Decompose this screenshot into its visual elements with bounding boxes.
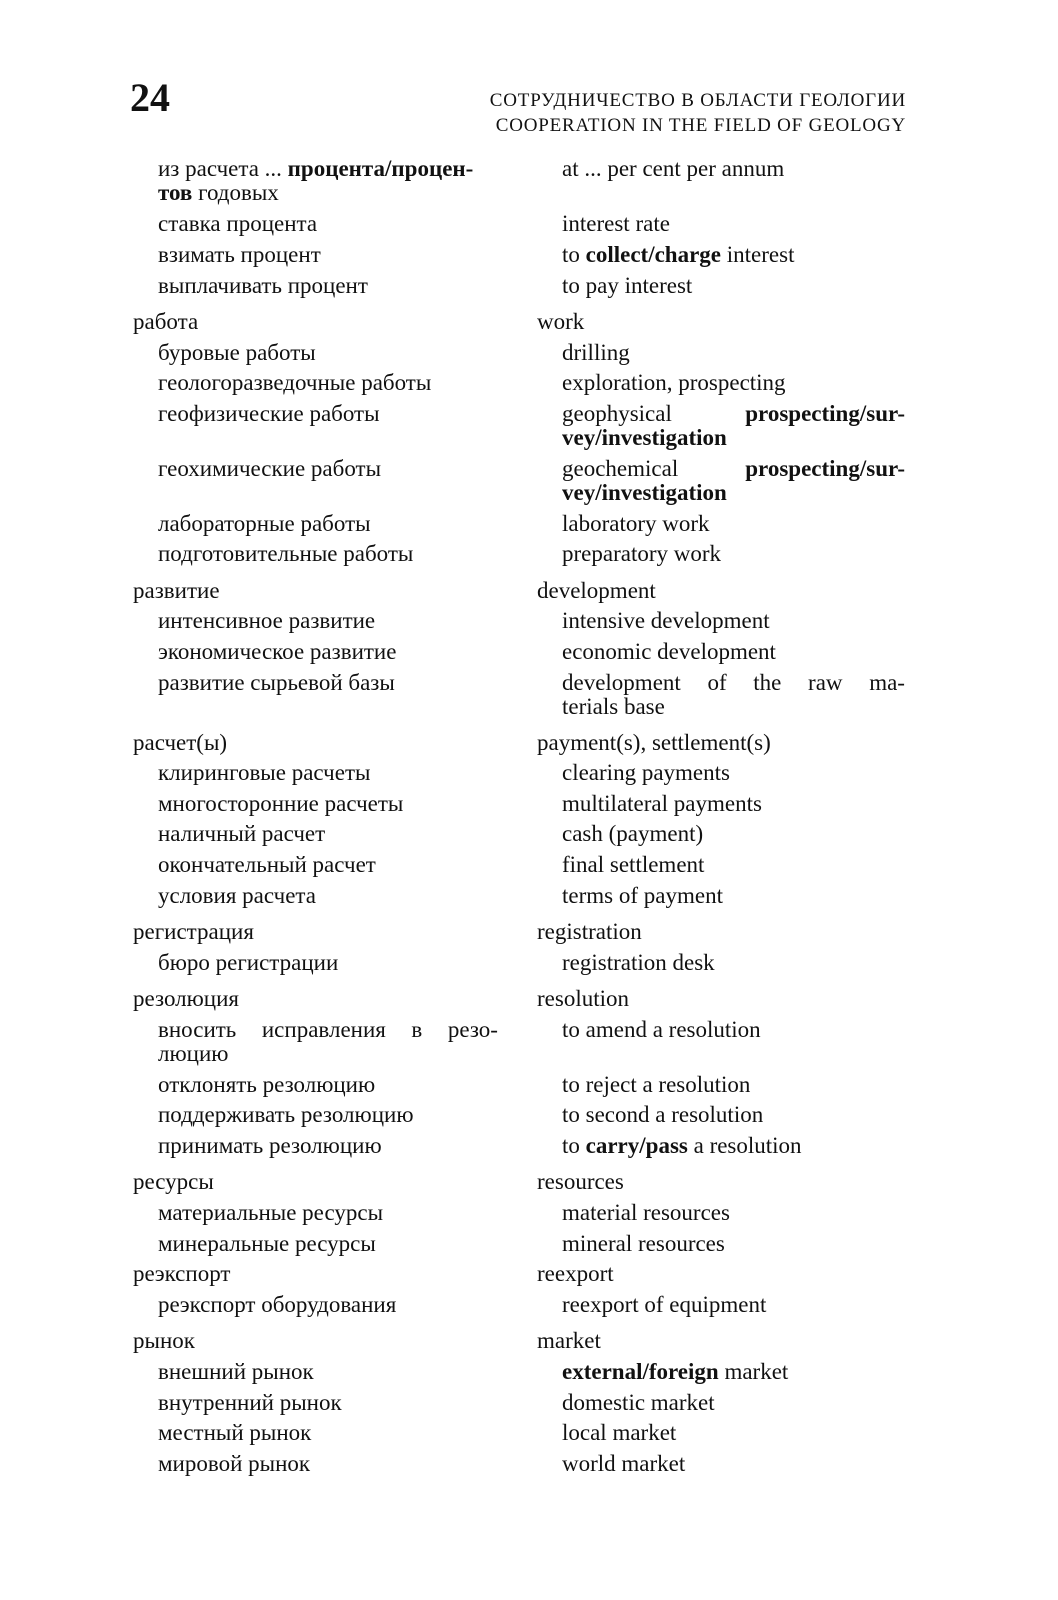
term-ru: материальные ресурсы <box>158 1200 384 1225</box>
term-ru: внутренний рынок <box>158 1390 342 1415</box>
term-ru: геофизические работы <box>158 401 380 426</box>
term-ru: бюро регистрации <box>158 950 339 975</box>
term-ru: наличный расчет <box>158 821 326 846</box>
term-en: to carry/pass a resolution <box>562 1133 802 1158</box>
term-ru: выплачивать процент <box>158 273 368 298</box>
term-en: intensive development <box>562 608 770 633</box>
term-en: laboratory work <box>562 511 710 536</box>
term-ru: многосторонние расчеты <box>158 791 404 816</box>
headword-en: development <box>537 578 656 603</box>
running-head-en: COOPERATION IN THE FIELD OF GEOLOGY <box>495 115 906 136</box>
term-en: clearing payments <box>562 760 730 785</box>
term-en: to collect/charge interest <box>562 242 795 267</box>
term-en: economic development <box>562 639 776 664</box>
headword-ru: резолюция <box>133 986 239 1011</box>
term-en: preparatory work <box>562 541 722 566</box>
headword-en: reexport <box>537 1261 614 1286</box>
term-en: registration desk <box>562 950 715 975</box>
term-en: geophysical prospecting/sur- vey/investigation <box>562 401 905 450</box>
term-ru: принимать резолюцию <box>158 1133 382 1158</box>
headword-ru: развитие <box>133 578 220 603</box>
term-en: at ... per cent per annum <box>562 156 785 181</box>
term-ru: мировой рынок <box>158 1451 311 1476</box>
term-en: multilateral payments <box>562 791 762 816</box>
term-ru: интенсивное развитие <box>158 608 376 633</box>
term-ru: геологоразведочные работы <box>158 370 432 395</box>
term-ru: клиринговые расчеты <box>158 760 371 785</box>
headword-en: resolution <box>537 986 629 1011</box>
headword-ru: реэкспорт <box>133 1261 231 1286</box>
term-ru: внешний рынок <box>158 1359 314 1384</box>
term-ru: развитие сырьевой базы <box>158 670 395 695</box>
term-ru: буровые работы <box>158 340 316 365</box>
term-en: final settlement <box>562 852 705 877</box>
term-ru: реэкспорт оборудования <box>158 1292 397 1317</box>
term-ru: вносить исправления в резо- люцию <box>158 1017 498 1066</box>
term-ru: местный рынок <box>158 1420 312 1445</box>
term-en: drilling <box>562 340 630 365</box>
term-ru: экономическое развитие <box>158 639 397 664</box>
term-ru: окончательный расчет <box>158 852 376 877</box>
term-ru: лабораторные работы <box>158 511 371 536</box>
term-ru: ставка процента <box>158 211 318 236</box>
term-en: interest rate <box>562 211 670 236</box>
headword-en: registration <box>537 919 642 944</box>
headword-ru: рынок <box>133 1328 195 1353</box>
term-ru: поддерживать резолюцию <box>158 1102 414 1127</box>
term-ru: отклонять резолюцию <box>158 1072 376 1097</box>
term-ru: геохимические работы <box>158 456 382 481</box>
term-ru: из расчета ... процента/процен- тов годовых <box>158 156 474 205</box>
headword-ru: ресурсы <box>133 1169 214 1194</box>
term-ru: взимать процент <box>158 242 321 267</box>
headword-ru: работа <box>133 309 199 334</box>
page-number: 24 <box>130 75 170 120</box>
running-head-ru: СОТРУДНИЧЕСТВО В ОБЛАСТИ ГЕОЛОГИИ <box>489 90 906 111</box>
term-en: material resources <box>562 1200 730 1225</box>
term-ru: минеральные ресурсы <box>158 1231 376 1256</box>
term-en: world market <box>562 1451 686 1476</box>
headword-en: payment(s), settlement(s) <box>537 730 771 755</box>
headword-en: market <box>537 1328 601 1353</box>
term-en: mineral resources <box>562 1231 725 1256</box>
term-en: domestic market <box>562 1390 715 1415</box>
term-en: external/foreign market <box>562 1359 789 1384</box>
term-en: to reject a resolution <box>562 1072 751 1097</box>
headword-ru: расчет(ы) <box>133 730 228 755</box>
headword-en: work <box>537 309 585 334</box>
term-ru: подготовительные работы <box>158 541 414 566</box>
term-en: development of the raw ma- terials base <box>562 670 905 719</box>
headword-en: resources <box>537 1169 624 1194</box>
term-en: local market <box>562 1420 677 1445</box>
term-en: terms of payment <box>562 883 723 908</box>
term-en: geochemical prospecting/sur- vey/investigation <box>562 456 905 505</box>
term-en: to second a resolution <box>562 1102 764 1127</box>
term-en: cash (payment) <box>562 821 704 846</box>
term-en: exploration, prospecting <box>562 370 786 395</box>
term-en: reexport of equipment <box>562 1292 767 1317</box>
term-ru: условия расчета <box>158 883 316 908</box>
headword-ru: регистрация <box>133 919 254 944</box>
term-en: to pay interest <box>562 273 693 298</box>
term-en: to amend a resolution <box>562 1017 761 1042</box>
